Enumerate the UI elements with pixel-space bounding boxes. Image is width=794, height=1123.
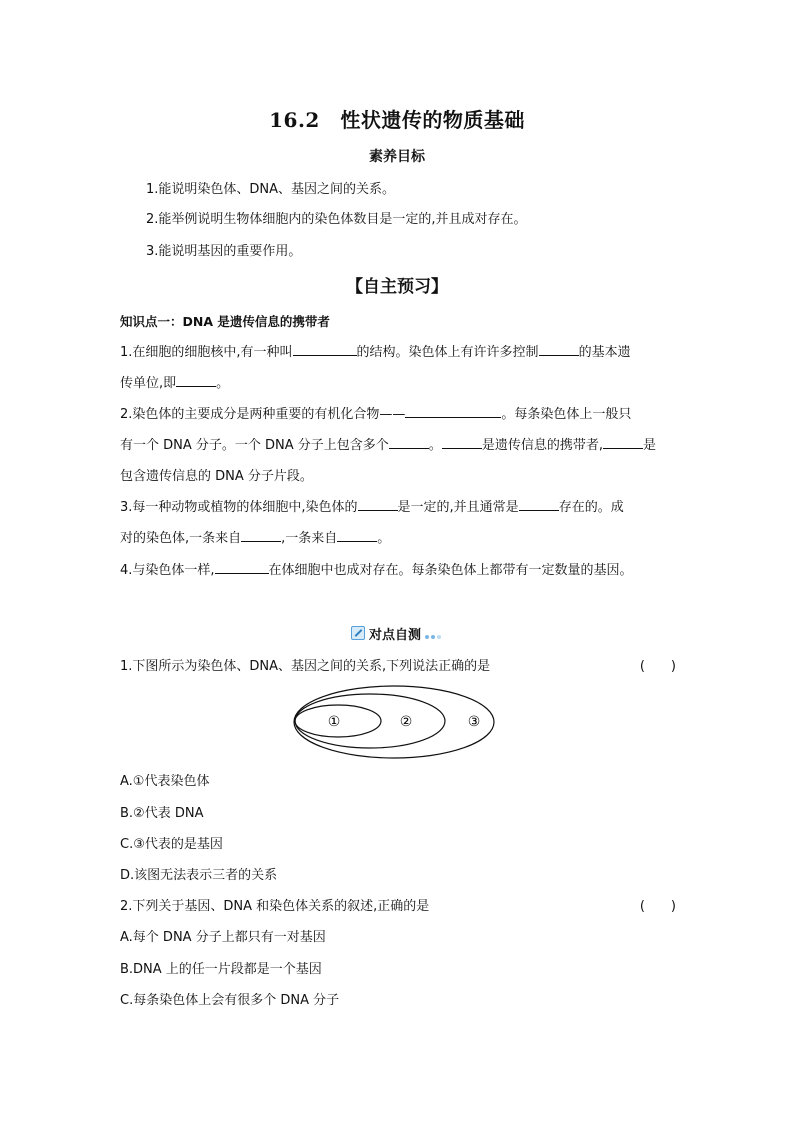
fill-blank[interactable] xyxy=(405,403,501,418)
diagram-label-3: ③ xyxy=(467,714,481,730)
fill-paragraph-3: 3.每一种动物或植物的体细胞中,染色体的 是一定的,并且通常是 存在的。成 对的染色体,一条来自 ,一条来自 。 xyxy=(120,492,676,554)
option-b[interactable]: B.②代表 DNA xyxy=(120,806,204,821)
goal-item: 1.能说明染色体、DNA、基因之间的关系。 xyxy=(146,182,396,197)
page-title: 16.2 性状遗传的物质基础 xyxy=(269,108,525,132)
question-1 xyxy=(120,655,676,674)
fill-blank[interactable] xyxy=(358,496,398,511)
self-test-title: 对点自测 xyxy=(368,628,421,643)
option-c[interactable]: C.每条染色体上会有很多个 DNA 分子 xyxy=(120,993,340,1008)
option-b[interactable]: B.DNA 上的任一片段都是一个基因 xyxy=(120,962,322,977)
fill-blank[interactable] xyxy=(603,434,643,449)
goal-item: 3.能说明基因的重要作用。 xyxy=(146,244,302,259)
fill-blank[interactable] xyxy=(389,434,429,449)
middle-ellipse xyxy=(295,694,445,748)
fill-blank[interactable] xyxy=(519,496,559,511)
goals-heading: 素养目标 xyxy=(369,149,425,165)
fill-blank[interactable] xyxy=(176,372,216,387)
pencil-icon xyxy=(351,626,365,640)
fill-blank[interactable] xyxy=(539,341,579,356)
knowledge-point-heading: 知识点一：DNA 是遗传信息的携带者 xyxy=(120,314,330,329)
fill-paragraph-1: 1.在细胞的细胞核中,有一种叫 的结构。染色体上有许许多控制 的基本遗 传单位,即 。 xyxy=(120,337,676,399)
answer-paren[interactable]: ( ) xyxy=(639,659,676,674)
diagram-label-2: ② xyxy=(399,714,413,730)
option-c[interactable]: C.③代表的是基因 xyxy=(120,837,223,852)
answer-paren[interactable]: ( ) xyxy=(639,899,676,914)
fill-paragraph-4: 4.与染色体一样, 在体细胞中也成对存在。每条染色体上都带有一定数量的基因。 xyxy=(120,555,676,586)
fill-paragraph-2: 2.染色体的主要成分是两种重要的有机化合物—— 。每条染色体上一般只 有一个 DNA 分子。一个 DNA 分子上包含多个 。 是遗传信息的携带者, 是 包含遗传信息的 DNA 分子片段。 xyxy=(120,399,676,492)
section-title: 【自主预习】 xyxy=(346,277,448,297)
self-test-heading xyxy=(0,624,794,643)
fill-blank[interactable] xyxy=(337,527,377,542)
fill-blank[interactable] xyxy=(293,341,357,356)
question-stem: 1.下图所示为染色体、DNA、基因之间的关系,下列说法正确的是 xyxy=(120,659,491,674)
option-d[interactable]: D.该图无法表示三者的关系 xyxy=(120,868,278,883)
fill-blank[interactable] xyxy=(215,559,269,574)
question-stem: 2.下列关于基因、DNA 和染色体关系的叙述,正确的是 xyxy=(120,899,430,914)
option-a[interactable]: A.①代表染色体 xyxy=(120,774,210,789)
decorative-dots-icon xyxy=(425,628,443,643)
fill-blank[interactable] xyxy=(442,434,482,449)
option-a[interactable]: A.每个 DNA 分子上都只有一对基因 xyxy=(120,930,326,945)
question-2 xyxy=(120,895,676,914)
diagram-label-1: ① xyxy=(327,714,341,730)
nested-ellipse-diagram xyxy=(292,684,502,760)
goal-item: 2.能举例说明生物体细胞内的染色体数目是一定的,并且成对存在。 xyxy=(146,212,527,227)
fill-blank[interactable] xyxy=(241,527,281,542)
